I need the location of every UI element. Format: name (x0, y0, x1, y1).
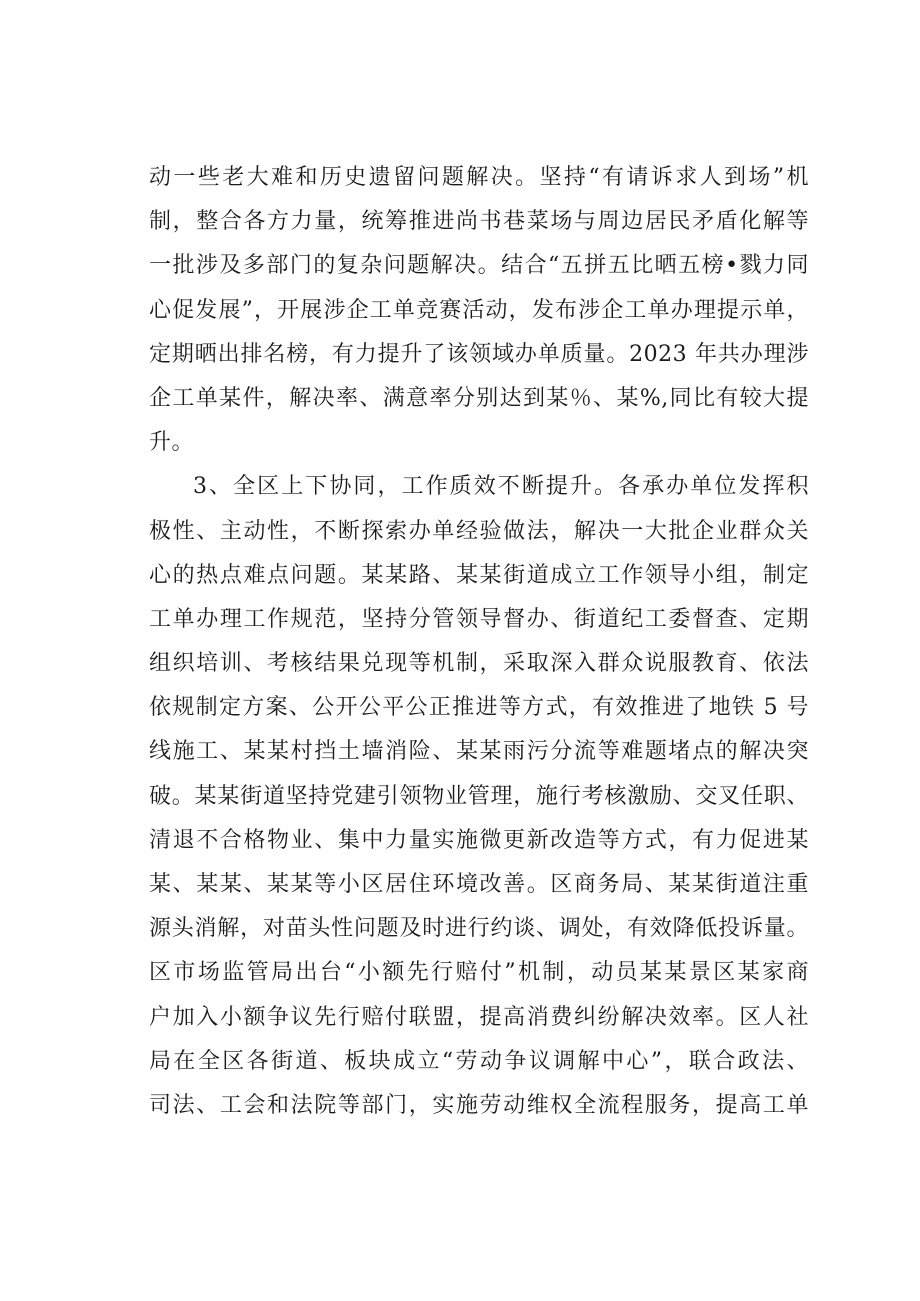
text-line: 心的热点难点问题。某某路、某某街道成立工作领导小组，制定 (149, 562, 809, 588)
text-line: 心促发展”，开展涉企工单竞赛活动，发布涉企工单办理提示单， (149, 297, 809, 323)
paragraph-2 (149, 465, 809, 1128)
text-line: 户加入小额争议先行赔付联盟，提高消费纠纷解决效率。区人社 (149, 1004, 809, 1030)
text-line: 破。某某街道坚持党建引领物业管理，施行考核激励、交叉任职、 (149, 783, 809, 809)
text-line: 升。 (149, 430, 195, 456)
text-line: 企工单某件，解决率、满意率分别达到某％、某%,同比有较大提 (149, 385, 809, 411)
text-line: 3、全区上下协同，工作质效不断提升。各承办单位发挥积 (193, 474, 809, 500)
text-line: 司法、工会和法院等部门，实施劳动维权全流程服务，提高工单 (149, 1092, 809, 1118)
text-line: 极性、主动性，不断探索办单经验做法，解决一大批企业群众关 (149, 518, 809, 544)
text-line: 动一些老大难和历史遗留问题解决。坚持“有请诉求人到场”机 (149, 165, 809, 190)
document-body (149, 156, 809, 1128)
text-line: 局在全区各街道、板块成立“劳动争议调解中心”，联合政法、 (149, 1048, 809, 1074)
text-line: 组织培训、考核结果兑现等机制，采取深入群众说服教育、依法 (149, 651, 809, 677)
text-line: 依规制定方案、公开公平公正推进等方式，有效推进了地铁 5 号 (149, 695, 809, 721)
text-line: 工单办理工作规范，坚持分管领导督办、街道纪工委督查、定期 (149, 606, 809, 632)
text-line: 某、某某、某某等小区居住环境改善。区商务局、某某街道注重 (149, 872, 809, 897)
text-line: 定期晒出排名榜，有力提升了该领域办单质量。2023 年共办理涉 (149, 341, 809, 367)
text-line: 一批涉及多部门的复杂问题解决。结合“五拼五比晒五榜•戮力同 (149, 253, 809, 279)
paragraph-1 (149, 156, 809, 465)
text-line: 区市场监管局出台“小额先行赔付”机制，动员某某景区某家商 (149, 960, 809, 986)
text-line: 制，整合各方力量，统筹推进尚书巷菜场与周边居民矛盾化解等 (149, 209, 809, 235)
text-line: 清退不合格物业、集中力量实施微更新改造等方式，有力促进某 (149, 827, 809, 853)
text-line: 源头消解，对苗头性问题及时进行约谈、调处，有效降低投诉量。 (149, 916, 809, 942)
text-line: 线施工、某某村挡土墙消险、某某雨污分流等难题堵点的解决突 (149, 739, 809, 765)
